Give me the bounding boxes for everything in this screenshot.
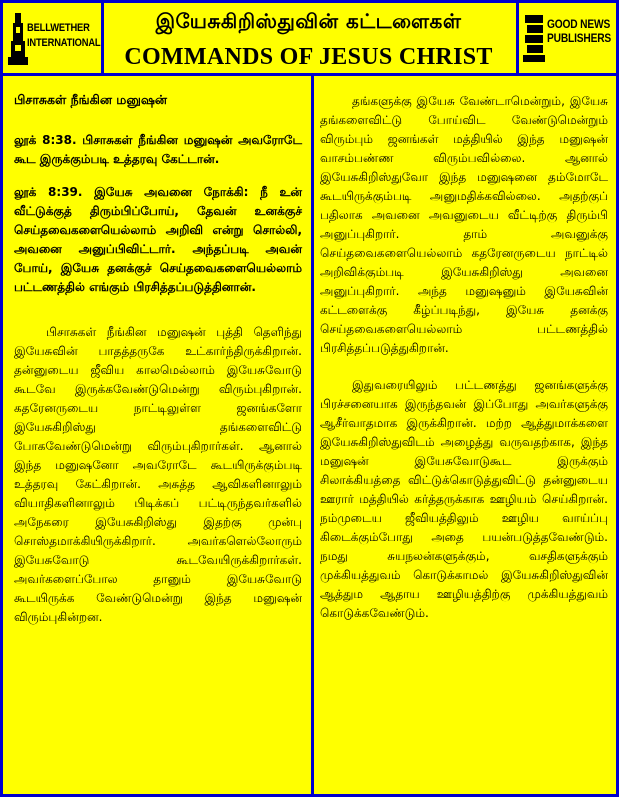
right-paragraph-1: தங்களுக்கு இயேசு வேண்டாமென்றும், இயேசு தங்களைவிட்டு போய்விட வேண்டுமென்றும் விரும்பும் ஜனங்கள் மத்தியில் இந்த மனுஷன் வாசம்பண்ண விரும்பவில்லை. ஆனால் இயேசுகிறிஸ்துவோ இந்த மனுஷனை தம்மோடே கூடயிருக்கும்படி அனுமதிக்கவில்லை. அதற்குப் பதிலாக அவனை அவனுடைய வீட்டிற்கு திரும்பி அனுப்புகிறார். தாம் அவனுக்கு செய்தவைகளையெல்லாம் கதரேனருடைய நாட்டில் அறிவிக்கும்படி இயேசுகிறிஸ்து அவனை அனுப்புகிறார். அந்த மனுஷனும் இயேசுவின் கட்டளைக்கு கீழ்ப்படிந்து, இயேசு தனக்கு செய்தவைகளையெல்லாம் பட்டணத்தில் பிரசித்தப்படுத்துகிறான். xyxy=(320,94,608,355)
bell-tower-icon xyxy=(7,13,29,65)
good-news-logo xyxy=(516,3,616,73)
logo-left-line1: BELLWETHER xyxy=(27,22,90,34)
right-column xyxy=(320,92,608,641)
title-tamil: இயேசுகிறிஸ்துவின் கட்டளைகள் xyxy=(155,9,462,33)
verse-luke-8-39: லூக் 8:39. இயேசு அவனை நோக்கி: நீ உன் வீட்டுக்குத் திரும்பிப்போய், தேவன் உனக்குச் செய்தவைகளையெல்லாம் அறிவி என்று சொல்லி, அவனை அனுப்பிவிட்டார். அந்தப்படி அவன் போய், இயேசு தனக்குச் செய்தவைகளையெல்லாம் பட்டணத்தில் எங்கும் பிரசித்தப்படுத்தினான். xyxy=(14,185,302,294)
title-english: COMMANDS OF JESUS CHRIST xyxy=(124,44,493,70)
section-heading: பிசாசுகள் நீங்கின மனுஷன் xyxy=(14,92,167,107)
right-paragraph-2: இதுவரையிலும் பட்டணத்து ஜனங்களுக்கு பிரச்சனையாக இருந்தவன் இப்போது அவர்களுக்கு ஆசீர்வாதமாக இருக்கிறான். மற்ற ஆத்துமாக்களை இயேசுகிறிஸ்துவிடம் அழைத்து வருவதற்காக, இந்த மனுஷன் இயேசுவோடுகூட இருக்கும் சிலாக்கியத்தை விட்டுக்கொடுத்துவிட்டு தன்னுடைய ஊரார் மத்தியில் கர்த்தருக்காக ஊழியம் செய்கிறான். நம்முடைய ஜீவியத்திலும் ஊழிய வாய்ப்பு கிடைக்கும்போது அதை பயன்படுத்தவேண்டும். நமது சுயநலன்களுக்கும், வசதிகளுக்கும் முக்கியத்துவம் கொடுக்காமல் இயேசுகிறிஸ்துவின் ஆத்தும ஆதாய ஊழியத்திற்கு முக்கியத்துவம் கொடுக்கவேண்டும். xyxy=(320,378,608,620)
logo-left-line2: INTERNATIONAL xyxy=(27,37,101,49)
verse-luke-8-38: லூக் 8:38. பிசாசுகள் நீங்கின மனுஷன் அவரோடே கூட இருக்கும்படி உத்தரவு கேட்டான். xyxy=(14,133,302,166)
bellwether-logo xyxy=(3,3,104,73)
header-divider xyxy=(3,73,616,76)
logo-right-line2: PUBLISHERS xyxy=(547,31,612,45)
logo-right-line1: GOOD NEWS xyxy=(547,17,611,31)
title-box xyxy=(104,3,513,73)
header xyxy=(3,3,616,76)
book-stack-icon xyxy=(523,13,547,63)
left-column xyxy=(14,92,302,645)
left-paragraph: பிசாசுகள் நீங்கின மனுஷன் புத்தி தெளிந்து இயேசுவின் பாதத்தருகே உட்கார்ந்திருக்கிறான். தன்னுடைய ஜீவிய காலமெல்லாம் இயேசுவோடு கூடவே இருக்கவேண்டுமென்று விரும்புகிறான். கதரேனருடைய நாட்டிலுள்ள ஜனங்களோ இயேசுகிறிஸ்து தங்களைவிட்டு போகவேண்டுமென்று விரும்புகிறார்கள். ஆனால் இந்த மனுஷனோ அவரோடே கூடயிருக்கும்படி உத்தரவு கேட்கிறான். அசுத்த ஆவிகளினாலும் வியாதிகளினாலும் பிடிக்கப் பட்டிருந்தவர்களில் அநேகரை இயேசுகிறிஸ்து இதற்கு முன்பு சொஸ்தமாக்கியிருக்கிறார். அவர்களெல்லோரும் இயேசுவோடு கூடவேயிருக்கிறார்கள். அவர்களைப்போல தானும் இயேசுவோடு கூடயிருக்க வேண்டுமென்று இந்த மனுஷன் விரும்புகின்றன. xyxy=(14,325,302,624)
column-divider xyxy=(311,76,314,794)
